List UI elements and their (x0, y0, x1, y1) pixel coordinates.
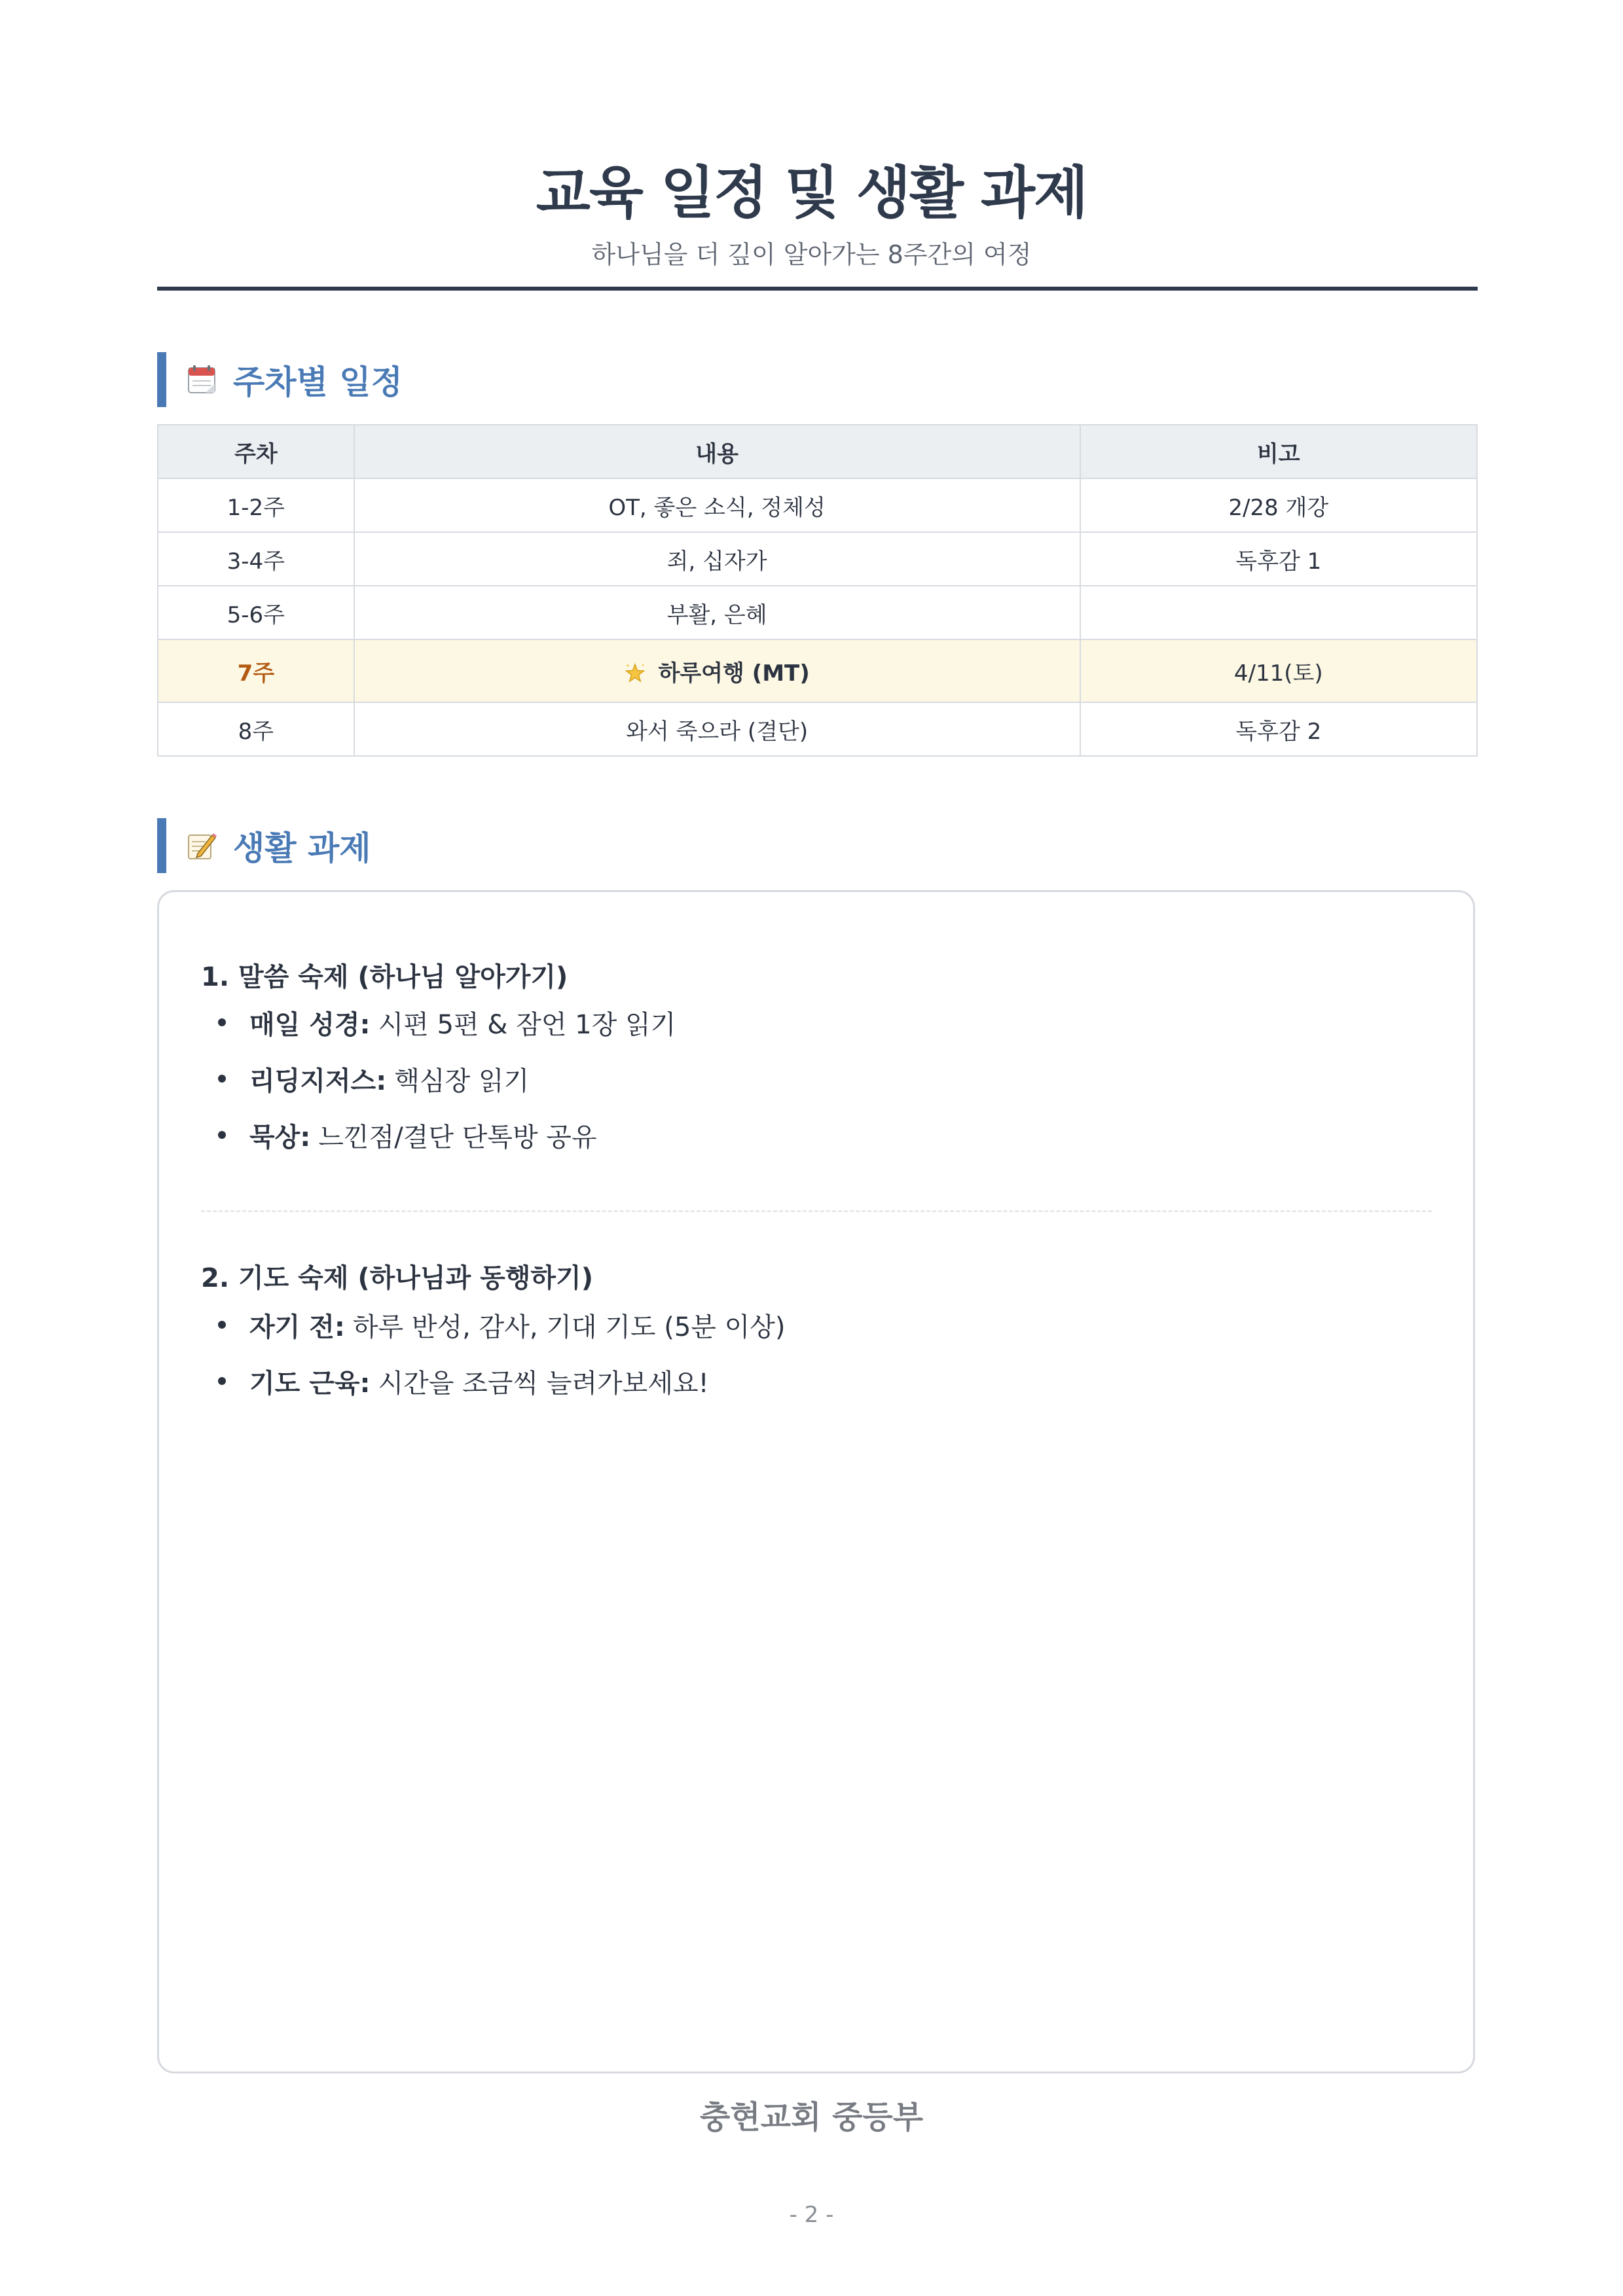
week-cell: 8주 (158, 702, 354, 756)
bullet-icon (218, 1018, 226, 1026)
column-header-content: 내용 (354, 425, 1080, 478)
item-label: 묵상: (249, 1122, 311, 1153)
note-cell (1080, 586, 1477, 639)
content-cell (354, 639, 1080, 702)
item-label: 매일 성경: (249, 1009, 371, 1040)
note-cell: 2/28 개강 (1080, 478, 1477, 532)
item-text: 핵심장 읽기 (394, 1066, 530, 1096)
week-cell: 1-2주 (158, 478, 354, 532)
task-list (201, 994, 676, 1163)
tasks-section-heading (157, 818, 1478, 873)
table-row (158, 532, 1477, 586)
content-cell: 부활, 은혜 (354, 586, 1080, 639)
page-title: 교육 일정 및 생활 과제 (536, 160, 1087, 226)
item-label: 리딩지저스: (249, 1066, 387, 1096)
tasks-heading-label: 생활 과제 (233, 829, 371, 867)
note-cell: 독후감 2 (1080, 702, 1477, 756)
title-divider (157, 287, 1478, 291)
page-number: - 2 - (789, 2202, 834, 2228)
schedule-heading-label: 주차별 일정 (233, 363, 403, 401)
memo-icon (186, 830, 217, 861)
bullet-icon (218, 1131, 226, 1139)
page-subtitle: 하나님을 더 깊이 알아가는 8주간의 여정 (591, 240, 1032, 269)
column-header-week: 주차 (158, 425, 354, 478)
dashed-divider (201, 1210, 1432, 1212)
task-group-title: 2. 기도 숙제 (하나님과 동행하기) (201, 1263, 593, 1293)
bullet-icon (218, 1075, 226, 1083)
schedule-section-heading (157, 352, 1478, 407)
table-row (158, 586, 1477, 639)
note-cell: 독후감 1 (1080, 532, 1477, 586)
item-label: 기도 근육: (249, 1368, 371, 1399)
list-item (201, 994, 676, 1050)
calendar-icon (186, 364, 217, 395)
star-icon (624, 662, 646, 685)
item-text: 시편 5편 & 잠언 1장 읽기 (378, 1009, 676, 1040)
content-text: 하루여행 (MT) (658, 660, 810, 687)
item-label: 자기 전: (249, 1312, 345, 1342)
list-item (201, 1297, 786, 1353)
week-cell: 5-6주 (158, 586, 354, 639)
content-cell: 죄, 십자가 (354, 532, 1080, 586)
section-accent-bar (157, 818, 166, 873)
column-header-note: 비고 (1080, 425, 1477, 478)
task-group-title: 1. 말씀 숙제 (하나님 알아가기) (201, 962, 568, 992)
item-text: 하루 반성, 감사, 기대 기도 (5분 이상) (352, 1312, 786, 1342)
item-text: 시간을 조금씩 늘려가보세요! (378, 1368, 709, 1399)
table-row (158, 478, 1477, 532)
list-item (201, 1353, 786, 1409)
task-list (201, 1297, 786, 1409)
content-cell: OT, 좋은 소식, 정체성 (354, 478, 1080, 532)
table-row (158, 702, 1477, 756)
week-cell: 3-4주 (158, 532, 354, 586)
tasks-box (157, 890, 1475, 2073)
item-text: 느낀점/결단 단톡방 공유 (318, 1122, 597, 1153)
schedule-table (157, 424, 1478, 757)
bullet-icon (218, 1321, 226, 1329)
table-header-row (158, 425, 1477, 478)
note-cell: 4/11(토) (1080, 639, 1477, 702)
week-cell: 7주 (158, 639, 354, 702)
bullet-icon (218, 1377, 226, 1385)
list-item (201, 1107, 676, 1163)
content-cell: 와서 죽으라 (결단) (354, 702, 1080, 756)
table-row-highlighted (158, 639, 1477, 702)
list-item (201, 1050, 676, 1107)
section-accent-bar (157, 352, 166, 407)
footer-church-name: 충현교회 중등부 (699, 2099, 924, 2136)
